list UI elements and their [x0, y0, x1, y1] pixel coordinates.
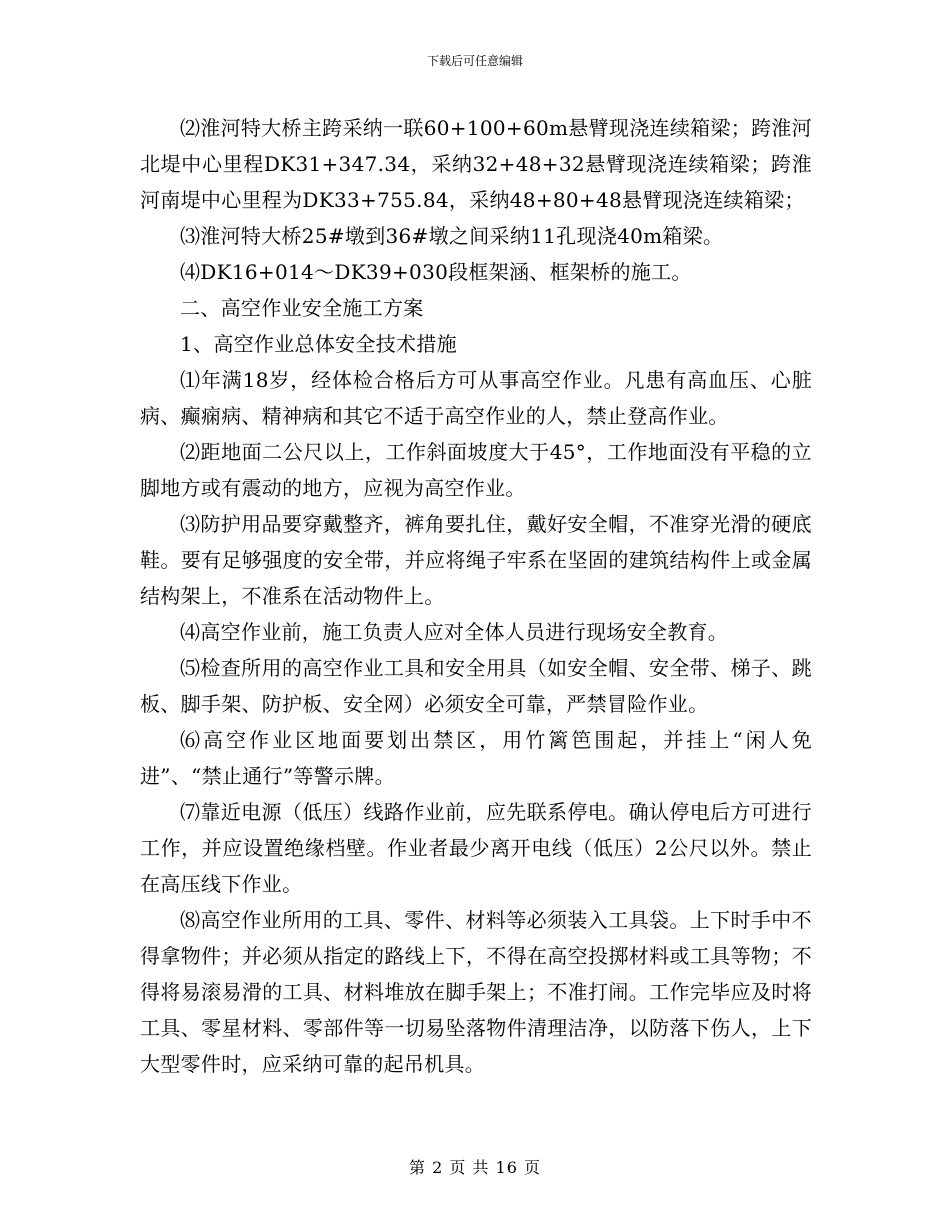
subsection-heading-overall-measures: 1、高空作业总体安全技术措施: [180, 332, 457, 356]
page-header: 下载后可任意编辑: [426, 54, 523, 68]
paragraph-bridge-main-span: ⑵淮河特大桥主跨采纳一联60+100+60m悬臂现浇连续箱梁；跨淮河北堤中心里程DK31+347.34，采纳32+48+32悬臂现浇连续箱梁；跨淮河南堤中心里程为DK33+755.84，采纳48+80+48悬臂现浇连续箱梁；: [140, 116, 812, 212]
paragraph-measure-3: ⑶防护用品要穿戴整齐，裤角要扎住，戴好安全帽，不准穿光滑的硬底鞋。要有足够强度的安全带，并应将绳子牢系在坚固的建筑结构件上或金属结构架上，不准系在活动物件上。: [140, 512, 812, 608]
paragraph-measure-4: ⑷高空作业前，施工负责人应对全体人员进行现场安全教育。: [180, 620, 729, 644]
paragraph-frame-culvert: ⑷DK16+014～DK39+030段框架涵、框架桥的施工。: [180, 260, 692, 284]
paragraph-measure-1: ⑴年满18岁，经体检合格后方可从事高空作业。凡患有高血压、心脏病、癫痫病、精神病和其它不适于高空作业的人，禁止登高作业。: [140, 368, 812, 428]
page-number-footer: 第 2 页 共 16 页: [409, 1158, 541, 1177]
paragraph-measure-6: ⑹高空作业区地面要划出禁区，用竹篱笆围起，并挂上“闲人免进”、“禁止通行”等警示牌。: [140, 728, 812, 788]
paragraph-bridge-pier-box-girder: ⑶淮河特大桥25#墩到36#墩之间采纳11孔现浇40m箱梁。: [180, 224, 724, 248]
paragraph-measure-5: ⑸检查所用的高空作业工具和安全用具（如安全帽、安全带、梯子、跳板、脚手架、防护板、安全网）必须安全可靠，严禁冒险作业。: [140, 656, 812, 716]
paragraph-measure-8: ⑻高空作业所用的工具、零件、材料等必须装入工具袋。上下时手中不得拿物件；并必须从指定的路线上下，不得在高空投掷材料或工具等物；不得将易滚易滑的工具、材料堆放在脚手架上；不准打闹。工作完毕应及时将工具、零星材料、零部件等一切易坠落物件清理洁净，以防落下伤人，上下大型零件时，应采纳可靠的起吊机具。: [140, 908, 812, 1076]
paragraph-measure-7: ⑺靠近电源（低压）线路作业前，应先联系停电。确认停电后方可进行工作，并应设置绝缘档壁。作业者最少离开电线（低压）2公尺以外。禁止在高压线下作业。: [140, 800, 812, 896]
document-body: [140, 110, 812, 1082]
section-heading-high-altitude-plan: 二、高空作业安全施工方案: [180, 296, 424, 320]
paragraph-measure-2: ⑵距地面二公尺以上，工作斜面坡度大于45°，工作地面没有平稳的立脚地方或有震动的地方，应视为高空作业。: [140, 440, 812, 500]
